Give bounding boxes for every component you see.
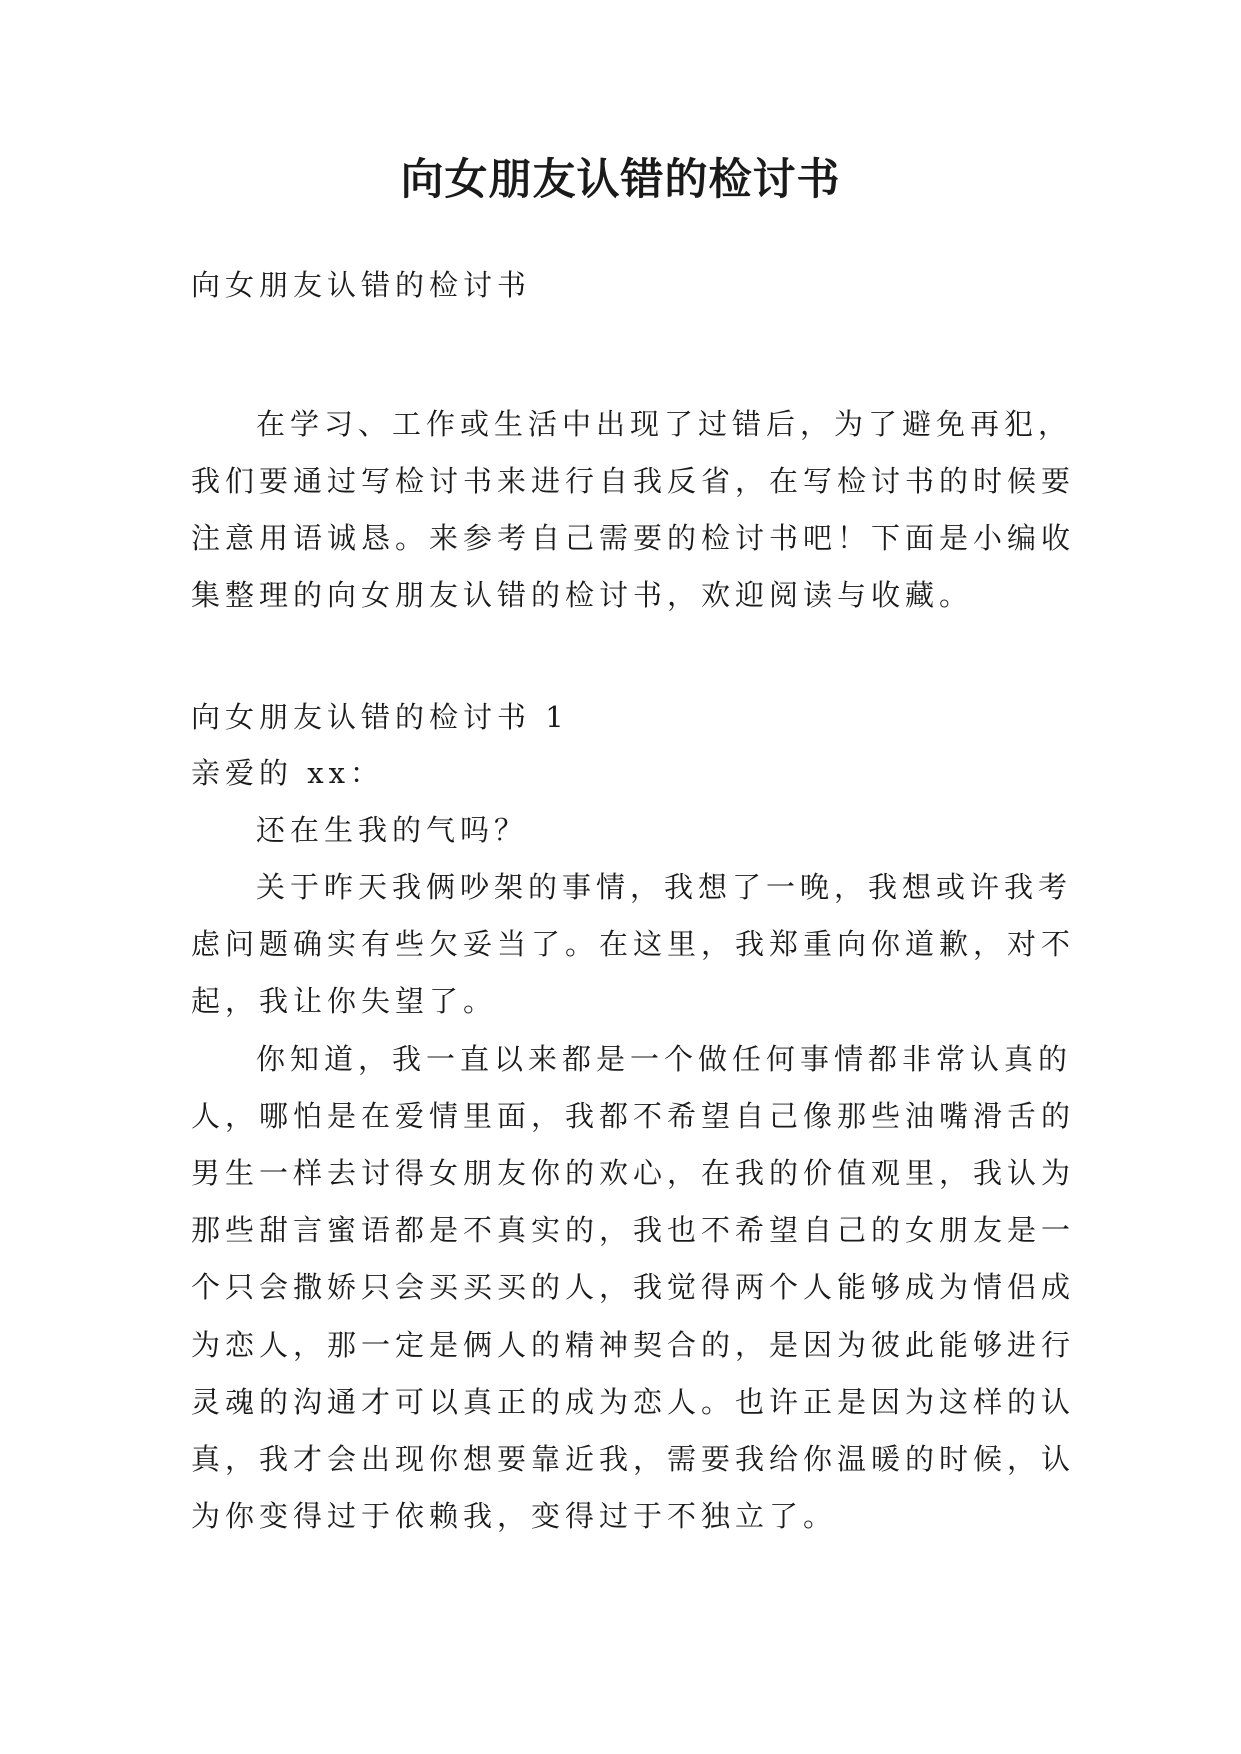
- body-line: 男生一样去讨得女朋友你的欢心，在我的价值观里，我认为: [191, 1156, 1076, 1190]
- body-line: 个只会撒娇只会买买买的人，我觉得两个人能够成为情侣成: [191, 1270, 1076, 1304]
- intro-line: 注意用语诚恳。来参考自己需要的检讨书吧！下面是小编收: [191, 521, 1076, 555]
- body-line: 关于昨天我俩吵架的事情，我想了一晚，我想或许我考: [256, 870, 1073, 904]
- document-title: 向女朋友认错的检讨书: [400, 155, 841, 205]
- document-subtitle: 向女朋友认错的检讨书: [191, 268, 532, 302]
- intro-line: 在学习、工作或生活中出现了过错后，为了避免再犯，: [256, 407, 1073, 441]
- intro-line: 集整理的向女朋友认错的检讨书，欢迎阅读与收藏。: [191, 578, 974, 612]
- body-line: 虑问题确实有些欠妥当了。在这里，我郑重向你道歉，对不: [191, 927, 1076, 961]
- body-line: 人，哪怕是在爱情里面，我都不希望自己像那些油嘴滑舌的: [191, 1099, 1076, 1133]
- body-line: 那些甜言蜜语都是不真实的，我也不希望自己的女朋友是一: [191, 1213, 1076, 1247]
- body-line: 为你变得过于依赖我，变得过于不独立了。: [191, 1499, 838, 1533]
- salutation: 亲爱的 xx：: [191, 756, 384, 790]
- intro-line: 我们要通过写检讨书来进行自我反省，在写检讨书的时候要: [191, 464, 1076, 498]
- body-line: 还在生我的气吗？: [256, 813, 529, 847]
- body-line: 真，我才会出现你想要靠近我，需要我给你温暖的时候，认: [191, 1442, 1076, 1476]
- body-line: 你知道，我一直以来都是一个做任何事情都非常认真的: [256, 1042, 1073, 1076]
- body-line: 灵魂的沟通才可以真正的成为恋人。也许正是因为这样的认: [191, 1385, 1076, 1419]
- section-title: 向女朋友认错的检讨书 1: [191, 700, 569, 734]
- body-line: 起，我让你失望了。: [191, 984, 498, 1018]
- body-line: 为恋人，那一定是俩人的精神契合的，是因为彼此能够进行: [191, 1328, 1076, 1362]
